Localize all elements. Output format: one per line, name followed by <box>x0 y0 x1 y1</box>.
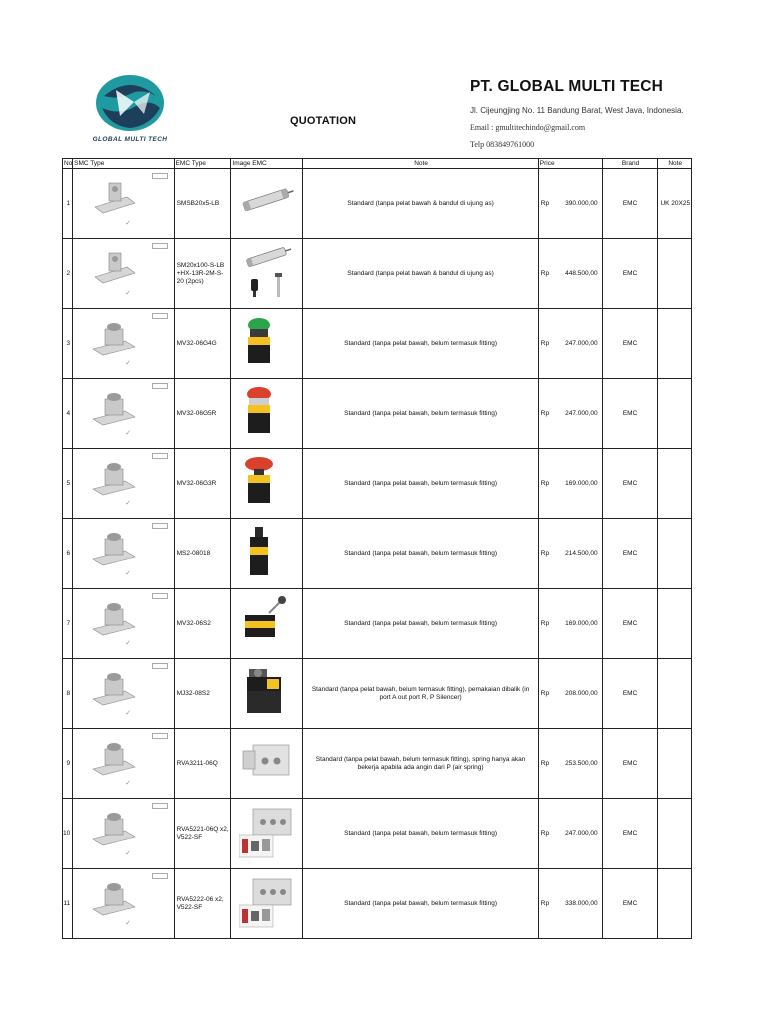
row-price <box>538 799 602 869</box>
spec-tag <box>152 523 168 529</box>
smc-type-image <box>73 729 174 799</box>
image-emc <box>231 239 303 309</box>
price-amount: 448.500,00 <box>565 270 598 277</box>
checkmark-icon: ✓ <box>125 920 132 927</box>
image-emc <box>231 449 303 519</box>
row-note2 <box>658 659 692 729</box>
row-price <box>538 589 602 659</box>
row-note2 <box>658 449 692 519</box>
smc-type-image <box>73 799 174 869</box>
row-note: Standard (tanpa pelat bawah & bandul di ujung as) <box>303 169 538 239</box>
price-amount: 247.000,00 <box>565 830 598 837</box>
row-brand: EMC <box>602 379 658 449</box>
currency: Rp <box>540 900 550 907</box>
row-price <box>538 379 602 449</box>
emc-type: MV32-06G5R <box>174 379 231 449</box>
image-emc <box>231 799 303 869</box>
price-amount: 208.000,00 <box>565 690 598 697</box>
checkmark-icon: ✓ <box>125 710 132 717</box>
row-note2 <box>658 379 692 449</box>
row-note: Standard (tanpa pelat bawah, belum termasuk fitting) <box>303 379 538 449</box>
image-emc <box>231 729 303 799</box>
checkmark-icon: ✓ <box>125 640 132 647</box>
row-brand: EMC <box>602 309 658 379</box>
row-note: Standard (tanpa pelat bawah & bandul di ujung as) <box>303 239 538 309</box>
table-row <box>63 519 692 589</box>
row-price <box>538 519 602 589</box>
company-info <box>470 78 760 149</box>
row-brand: EMC <box>602 799 658 869</box>
spec-tag <box>152 663 168 669</box>
currency: Rp <box>540 340 550 347</box>
smc-type-image <box>73 309 174 379</box>
currency: Rp <box>540 830 550 837</box>
emc-type: RVA5221-06Q x2, V522-SF <box>174 799 231 869</box>
row-note2 <box>658 589 692 659</box>
row-price <box>538 869 602 939</box>
image-emc <box>231 589 303 659</box>
row-price <box>538 449 602 519</box>
table-row <box>63 239 692 309</box>
row-no: 4 <box>63 379 73 449</box>
logo-text: GLOBAL MULTI TECH <box>92 136 168 143</box>
row-no: 9 <box>63 729 73 799</box>
row-note: Standard (tanpa pelat bawah, belum termasuk fitting) <box>303 869 538 939</box>
spec-tag <box>152 593 168 599</box>
smc-type-image <box>73 449 174 519</box>
emc-type: MV32-06G3R <box>174 449 231 519</box>
company-phone: Telp 083849761000 <box>470 140 535 149</box>
smc-type-image <box>73 589 174 659</box>
row-note: Standard (tanpa pelat bawah, belum termasuk fitting), pemakaian dibalik (in port A out port R, P Silencer) <box>303 659 538 729</box>
row-brand: EMC <box>602 869 658 939</box>
row-brand: EMC <box>602 589 658 659</box>
row-brand: EMC <box>602 729 658 799</box>
row-note: Standard (tanpa pelat bawah, belum termasuk fitting) <box>303 799 538 869</box>
image-emc <box>231 869 303 939</box>
row-price <box>538 659 602 729</box>
row-note: Standard (tanpa pelat bawah, belum termasuk fitting) <box>303 449 538 519</box>
row-no: 6 <box>63 519 73 589</box>
row-price <box>538 169 602 239</box>
row-no: 5 <box>63 449 73 519</box>
logo-globe-icon <box>90 72 170 134</box>
smc-type-image <box>73 659 174 729</box>
row-brand: EMC <box>602 169 658 239</box>
row-note: Standard (tanpa pelat bawah, belum termasuk fitting) <box>303 309 538 379</box>
col-header-smc-type: SMC Type <box>73 159 174 169</box>
spec-tag <box>152 173 168 179</box>
price-amount: 247.000,00 <box>565 340 598 347</box>
spec-tag <box>152 383 168 389</box>
currency: Rp <box>540 480 550 487</box>
price-amount: 214.500,00 <box>565 550 598 557</box>
table-row <box>63 869 692 939</box>
row-note2 <box>658 869 692 939</box>
price-amount: 169.000,00 <box>565 620 598 627</box>
company-name: PT. GLOBAL MULTI TECH <box>470 78 664 95</box>
table-row <box>63 799 692 869</box>
emc-type: MJ32-08S2 <box>174 659 231 729</box>
row-note2 <box>658 239 692 309</box>
row-note: Standard (tanpa pelat bawah, belum termasuk fitting) <box>303 519 538 589</box>
row-no: 8 <box>63 659 73 729</box>
company-email: Email : gmultitechindo@gmail.com <box>470 123 586 132</box>
row-brand: EMC <box>602 449 658 519</box>
price-amount: 390.000,00 <box>565 200 598 207</box>
table-row <box>63 589 692 659</box>
smc-type-image <box>73 239 174 309</box>
emc-type: MV32-06S2 <box>174 589 231 659</box>
emc-type: SM20x100-S-LB +HX-13R-2M-S-20 (2pcs) <box>174 239 231 309</box>
row-no: 1 <box>63 169 73 239</box>
table-row <box>63 729 692 799</box>
quotation-title: QUOTATION <box>290 115 357 127</box>
row-note2 <box>658 799 692 869</box>
table-header-row <box>63 159 692 169</box>
currency: Rp <box>540 550 550 557</box>
smc-type-image <box>73 869 174 939</box>
col-header-price: Price <box>538 159 602 169</box>
emc-type: MV32-06G4G <box>174 309 231 379</box>
row-note: Standard (tanpa pelat bawah, belum termasuk fitting), spring hanya akan bekerja apabila ada angin dari P (air spring) <box>303 729 538 799</box>
table-row <box>63 449 692 519</box>
table-row <box>63 659 692 729</box>
checkmark-icon: ✓ <box>125 500 132 507</box>
emc-type: SMSB20x5-LB <box>174 169 231 239</box>
col-header-emc-type: EMC Type <box>174 159 231 169</box>
checkmark-icon: ✓ <box>125 850 132 857</box>
price-amount: 169.000,00 <box>565 480 598 487</box>
row-no: 10 <box>63 799 73 869</box>
checkmark-icon: ✓ <box>125 220 132 227</box>
spec-tag <box>152 873 168 879</box>
row-note2 <box>658 729 692 799</box>
smc-type-image <box>73 169 174 239</box>
table-row <box>63 169 692 239</box>
currency: Rp <box>540 690 550 697</box>
image-emc <box>231 659 303 729</box>
checkmark-icon: ✓ <box>125 360 132 367</box>
table-row <box>63 379 692 449</box>
row-brand: EMC <box>602 519 658 589</box>
checkmark-icon: ✓ <box>125 570 132 577</box>
row-no: 2 <box>63 239 73 309</box>
company-address: Jl. Cijeungjing No. 11 Bandung Barat, West Java, Indonesia. <box>470 106 684 115</box>
col-header-note2: Note <box>658 159 692 169</box>
spec-tag <box>152 803 168 809</box>
row-note2 <box>658 519 692 589</box>
row-price <box>538 729 602 799</box>
row-note: Standard (tanpa pelat bawah, belum termasuk fitting) <box>303 589 538 659</box>
emc-type: MS2-08018 <box>174 519 231 589</box>
image-emc <box>231 519 303 589</box>
company-logo <box>80 72 180 152</box>
emc-type: RVA3211-06Q <box>174 729 231 799</box>
col-header-note: Note <box>303 159 538 169</box>
row-note2 <box>658 309 692 379</box>
quotation-table <box>62 158 692 939</box>
smc-type-image <box>73 379 174 449</box>
spec-tag <box>152 733 168 739</box>
spec-tag <box>152 313 168 319</box>
spec-tag <box>152 243 168 249</box>
price-amount: 253.500,00 <box>565 760 598 767</box>
price-amount: 247.000,00 <box>565 410 598 417</box>
checkmark-icon: ✓ <box>125 290 132 297</box>
col-header-no: No <box>64 160 73 167</box>
row-price <box>538 239 602 309</box>
row-no: 11 <box>63 869 73 939</box>
table-row <box>63 309 692 379</box>
col-header-image-emc: Image EMC <box>231 159 303 169</box>
row-no: 3 <box>63 309 73 379</box>
price-amount: 338.000,00 <box>565 900 598 907</box>
currency: Rp <box>540 410 550 417</box>
currency: Rp <box>540 760 550 767</box>
row-brand: EMC <box>602 239 658 309</box>
row-no: 7 <box>63 589 73 659</box>
image-emc <box>231 309 303 379</box>
spec-tag <box>152 453 168 459</box>
image-emc <box>231 169 303 239</box>
row-brand: EMC <box>602 659 658 729</box>
smc-type-image <box>73 519 174 589</box>
col-header-brand: Brand <box>602 159 658 169</box>
checkmark-icon: ✓ <box>125 780 132 787</box>
emc-type: RVA5222-06 x2, V522-SF <box>174 869 231 939</box>
currency: Rp <box>540 200 550 207</box>
currency: Rp <box>540 270 550 277</box>
currency: Rp <box>540 620 550 627</box>
row-note2: UK 20X25 <box>658 169 692 239</box>
checkmark-icon: ✓ <box>125 430 132 437</box>
row-price <box>538 309 602 379</box>
image-emc <box>231 379 303 449</box>
